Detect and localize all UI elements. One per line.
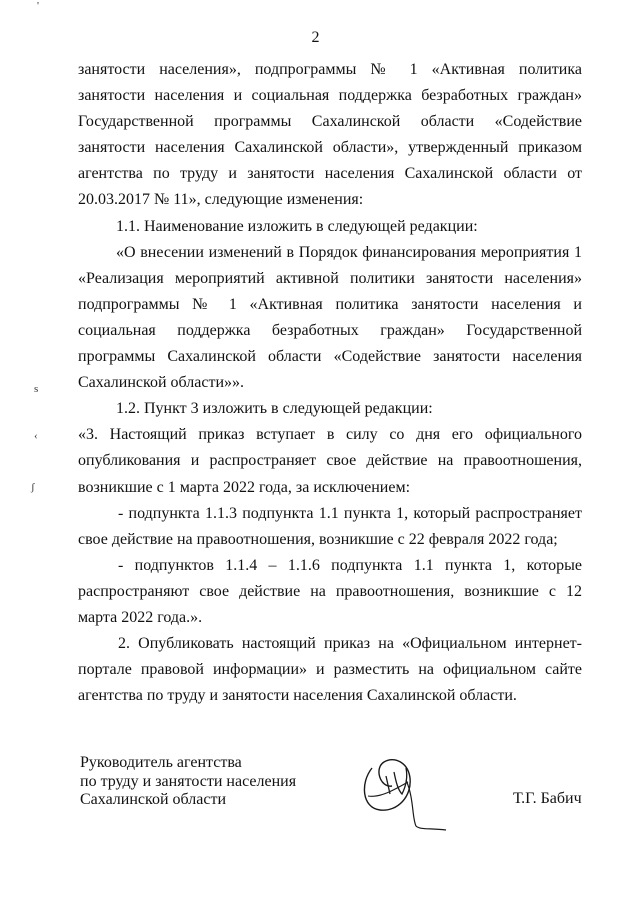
signature-title-line: Руководитель агентства <box>80 754 242 771</box>
paragraph-exception-2: - подпунктов 1.1.4 – 1.1.6 подпункта 1.1 пункта 1, которые распространяют свое действие на правоотношения, возникшие с 12 марта 2022 года.». <box>78 556 582 626</box>
paragraph-exception-1: - подпункта 1.1.3 подпункта 1.1 пункта 1, который распространяет свое действие на правоотношения, возникшие с 22 февраля 2022 года; <box>78 504 582 548</box>
signature-title-line: по труду и занятости населения <box>80 772 297 790</box>
document-body <box>78 57 582 709</box>
scan-mark: ѕ <box>34 383 39 395</box>
scan-mark: ' <box>37 0 39 12</box>
signature-title-line: Сахалинской области <box>80 791 227 808</box>
paragraph-publish: 2. Опубликовать настоящий приказ на «Официальном интернет-портале правовой информации» и разместить на официальном сайте агентства по труду и занятости населения Сахалинской области. <box>78 635 582 705</box>
paragraph-intro: занятости населения», подпрограммы № 1 «Активная политика занятости населения и социальная поддержка безработных граждан» Государственной программы Сахалинской области «Содействие занятости населения Сахалинской области», утвержденный приказом агентства по труду и занятости населения Сахалинской области от 20.03.2017 № 11», следующие изменения: <box>78 61 582 209</box>
scan-mark: ʃ <box>31 481 35 493</box>
signer-name: Т.Г. Бабич <box>513 790 582 807</box>
handwritten-signature <box>350 738 460 838</box>
paragraph-1-2: 1.2. Пункт 3 изложить в следующей редакции: <box>116 400 433 418</box>
paragraph-clause-3: «3. Настоящий приказ вступает в силу со дня его официального опубликования и распространяет свое действие на правоотношения, возникшие с 1 марта 2022 года, за исключением: <box>78 426 582 496</box>
scan-mark: ‹ <box>34 430 38 442</box>
page-number: 2 <box>311 29 320 46</box>
paragraph-new-title: «О внесении изменений в Порядок финансирования мероприятия 1 «Реализация мероприятий активной политики занятости населения» подпрограммы № 1 «Активная политика занятости населения и социальная поддержка безработных граждан» Государственной программы Сахалинской области «Содействие занятости населения Сахалинской области»». <box>78 243 582 392</box>
paragraph-1-1: 1.1. Наименование изложить в следующей редакции: <box>116 217 478 235</box>
signature-title-block <box>80 754 296 810</box>
